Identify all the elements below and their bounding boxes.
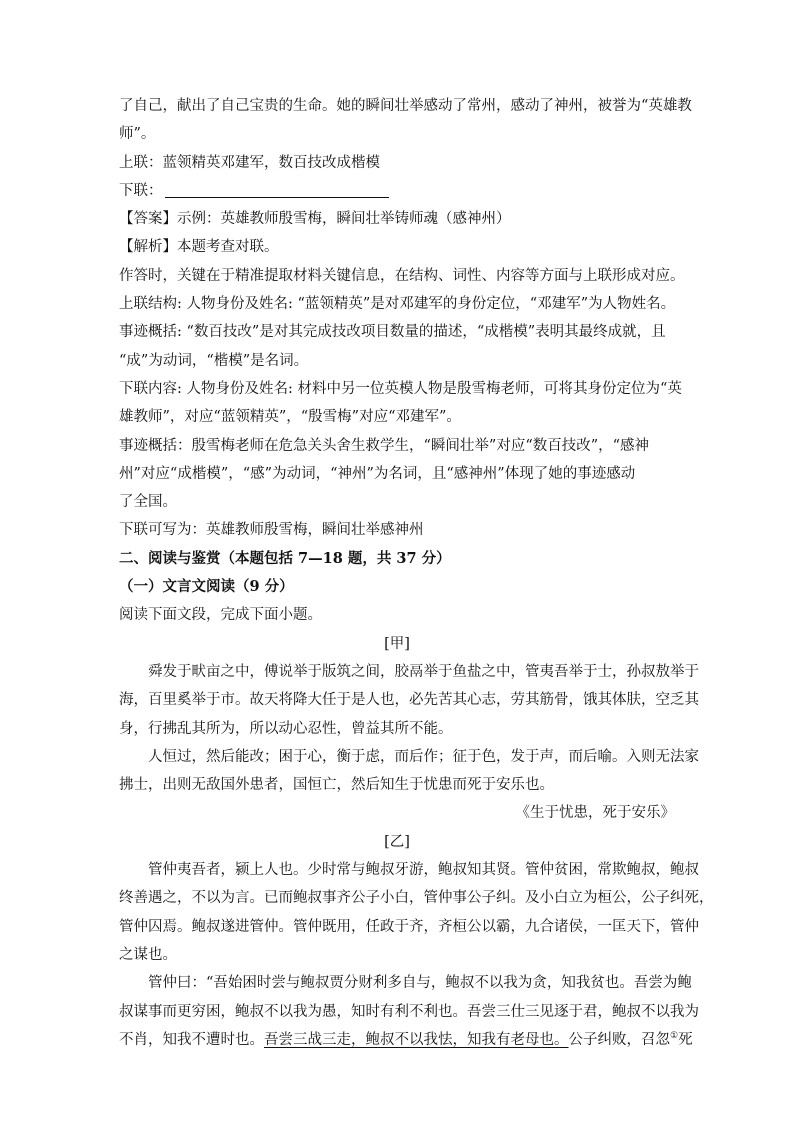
passage-b-line: 之谋也。 — [119, 946, 177, 963]
answer-blank-line — [165, 183, 389, 198]
passage-b-line: 叔谋事而更穷困，鲍叔不以我为愚，知时有利不利也。吾尝三仕三见逐于君，鲍叔不以我为 — [119, 1003, 699, 1020]
passage-b-text: 死 — [678, 1031, 693, 1048]
intro-line-1: 了自己，献出了自己宝贵的生命。她的瞬间壮举感动了常州，感动了神州，被誉为“英雄教 — [119, 98, 692, 114]
couplet-lower — [119, 177, 675, 205]
analysis-line: 事迹概括：殷雪梅老师在危急关头舍生救学生，“瞬间壮举”对应“数百技改”，“感神 — [119, 437, 650, 454]
analysis-line: “成”为动词，“楷模”是名词。 — [119, 352, 309, 369]
analysis-heading: 【解析】本题考查对联。 — [119, 239, 279, 256]
answer-line: 【答案】示例：英雄教师殷雪梅，瞬间壮举铸师魂（感神州） — [119, 211, 511, 228]
passage-b-text: 不肖，知我不遭时也。 — [119, 1031, 264, 1048]
underlined-sentence: 吾尝三战三走，鲍叔不以我怯，知我有老母也。 — [264, 1031, 569, 1048]
passage-b-line: 管仲夷吾者，颍上人也。少时常与鲍叔牙游，鲍叔知其贤。管仲贫困，常欺鲍叔，鲍叔 — [148, 862, 699, 879]
passage-a-line: 人恒过，然后能改；困于心，衡于虑，而后作；征于色，发于声，而后喻。入则无法家 — [148, 748, 699, 765]
intro-line-2: 师”。 — [119, 126, 156, 143]
passage-b-line: 管仲囚焉。鲍叔遂进管仲。管仲既用，任政于齐，齐桓公以霸，九合诸侯，一匡天下，管仲 — [119, 918, 699, 935]
passage-b-line: 管仲曰：“吾始困时尝与鲍叔贾分财利多自与，鲍叔不以我为贪，知我贫也。吾尝为鲍 — [148, 975, 692, 992]
section-title: 二、阅读与鉴赏（本题包括 7—18 题，共 37 分） — [119, 549, 451, 567]
reading-instruction: 阅读下面文段，完成下面小题。 — [119, 607, 322, 624]
couplet-lower-label: 下联： — [119, 182, 163, 199]
analysis-line: 事迹概括: “数百技改”是对其完成技改项目数量的描述，“成楷模”表明其最终成就，且 — [119, 324, 666, 341]
analysis-line: 下联内容: 人物身份及姓名: 材料中另一位英模人物是殷雪梅老师，可将其身份定位为“英 — [119, 380, 682, 397]
passage-b-label: [乙] — [384, 833, 410, 850]
subsection-title: （一）文言文阅读（9 分） — [119, 578, 294, 596]
passage-b-text: 公子纠败，召忽 — [568, 1031, 670, 1048]
analysis-line: 下联可写为：英雄教师殷雪梅，瞬间壮举感神州 — [119, 522, 424, 539]
analysis-line: 作答时，关键在于精准提取材料关键信息，在结构、词性、内容等方面与上联形成对应。 — [119, 267, 685, 284]
footnote-marker: ① — [670, 1030, 679, 1041]
document-page — [119, 92, 714, 1054]
analysis-line: 了全国。 — [119, 494, 177, 511]
analysis-line: 州”对应“成楷模”，“感”为动词，“神州”为名词，且“感神州”体现了她的事迹感动 — [119, 465, 636, 482]
passage-b-last-line — [119, 1026, 693, 1054]
passage-a-label: [甲] — [384, 635, 410, 652]
passage-a-line: 海，百里奚举于市。故天将降大任于是人也，必先苦其心志，劳其筋骨，饿其体肤，空乏其 — [119, 692, 699, 709]
passage-b-line: 终善遇之，不以为言。已而鲍叔事齐公子小白，管仲事公子纠。及小白立为桓公，公子纠死， — [119, 890, 714, 907]
analysis-line: 上联结构: 人物身份及姓名: “蓝领精英”是对邓建军的身份定位，“邓建军”为人物姓名。 — [119, 296, 676, 313]
passage-a-line: 舜发于畎亩之中，傅说举于版筑之间，胶鬲举于鱼盐之中，管夷吾举于士，孙叔敖举于 — [148, 663, 699, 680]
couplet-upper: 上联：蓝领精英邓建军，数百技改成楷模 — [119, 154, 380, 171]
passage-a-line: 拂士，出则无敌国外患者，国恒亡，然后知生于忧患而死于安乐也。 — [119, 777, 554, 794]
analysis-line: 雄教师”，对应“蓝领精英”，“殷雪梅”对应“邓建军”。 — [119, 409, 461, 426]
passage-a-source: 《生于忧患，死于安乐》 — [515, 805, 675, 822]
passage-a-line: 身，行拂乱其所为，所以动心忍性，曾益其所不能。 — [119, 720, 453, 737]
